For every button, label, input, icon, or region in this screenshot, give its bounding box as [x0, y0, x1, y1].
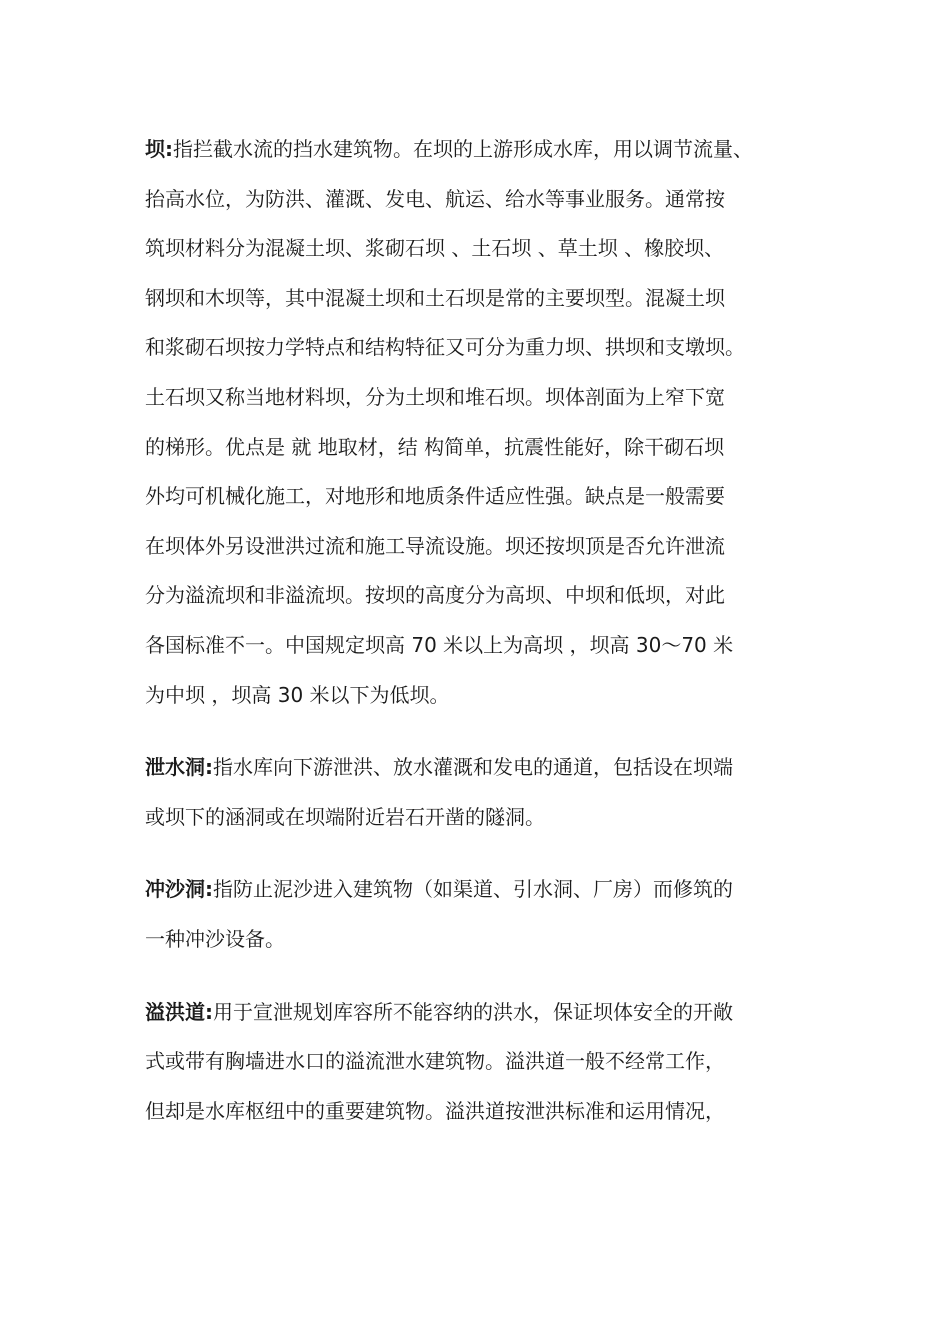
definition-text: 抬高水位，为防洪、灌溉、发电、航运、给水等事业服务。通常按 [145, 186, 725, 211]
term-spillway-tunnel: 泄水洞: [145, 755, 213, 780]
paragraph-line [145, 125, 817, 175]
paragraph-spillway-tunnel [145, 743, 817, 842]
paragraph-sluice-tunnel [145, 865, 817, 964]
term-dam: 坝: [145, 137, 173, 161]
paragraph-spacer [145, 842, 817, 865]
term-spillway: 溢洪道: [145, 999, 213, 1024]
term-sluice-tunnel: 冲沙洞: [145, 877, 213, 902]
definition-text: 在坝体外另设泄洪过流和施工导流设施。坝还按坝顶是否允许泄流 [145, 533, 725, 558]
paragraph-line [145, 988, 817, 1038]
definition-text: 指防止泥沙进入建筑物（如渠道、引水洞、厂房）而修筑的 [213, 877, 733, 902]
definition-text: 或坝下的涵洞或在坝端附近岩石开凿的隧洞。 [145, 804, 545, 829]
document-body [145, 125, 817, 1136]
definition-text: 的梯形。优点是 就 地取材，结 构简单，抗震性能好，除干砌石坝 [145, 434, 725, 459]
paragraph-spacer [145, 965, 817, 988]
definition-text: 钢坝和木坝等，其中混凝土坝和土石坝是常的主要坝型。混凝土坝 [145, 285, 725, 310]
paragraph-dam [145, 125, 817, 720]
definition-text: 土石坝又称当地材料坝，分为土坝和堆石坝。坝体剖面为上窄下宽 [145, 384, 725, 409]
definition-text: 指拦截水流的挡水建筑物。在坝的上游形成水库，用以调节流量、 [173, 137, 753, 161]
definition-text: 外均可机械化施工，对地形和地质条件适应性强。缺点是一般需要 [145, 484, 725, 509]
definition-text: 但却是水库枢纽中的重要建筑物。溢洪道按泄洪标准和运用情况， [145, 1098, 725, 1123]
definition-text: 筑坝材料分为混凝土坝、浆砌石坝 、土石坝 、草土坝 、橡胶坝、 [145, 236, 725, 261]
definition-text: 一种冲沙设备。 [145, 926, 285, 951]
paragraph-spillway [145, 988, 817, 1137]
definition-text: 指水库向下游泄洪、放水灌溉和发电的通道，包括设在坝端 [213, 755, 733, 780]
definition-text: 为中坝 ，坝高 30 米以下为低坝。 [145, 682, 450, 707]
definition-text: 式或带有胸墙进水口的溢流泄水建筑物。溢洪道一般不经常工作， [145, 1049, 725, 1074]
paragraph-spacer [145, 720, 817, 743]
definition-text: 分为溢流坝和非溢流坝。按坝的高度分为高坝、中坝和低坝，对此 [145, 583, 725, 608]
definition-text: 和浆砌石坝按力学特点和结构特征又可分为重力坝、拱坝和支墩坝。 [145, 335, 745, 360]
definition-text: 各国标准不一。中国规定坝高 70 米以上为高坝 ，坝高 30～70 米 [145, 632, 734, 657]
paragraph-line [145, 865, 817, 915]
paragraph-line [145, 743, 817, 793]
definition-text: 用于宣泄规划库容所不能容纳的洪水，保证坝体安全的开敞 [213, 999, 733, 1024]
